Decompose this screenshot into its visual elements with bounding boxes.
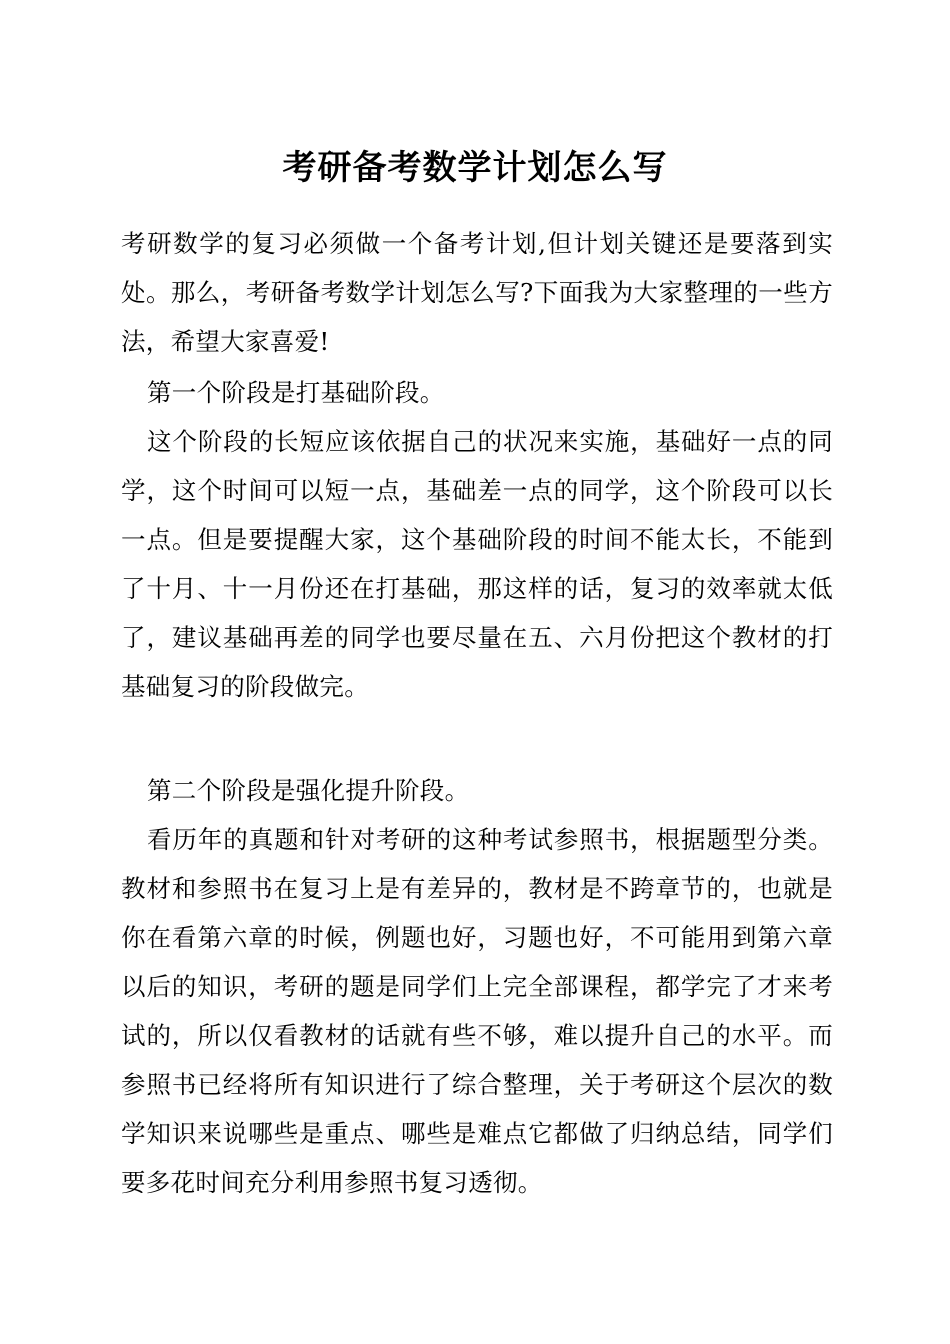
stage-two-heading: 第二个阶段是强化提升阶段。 [147,776,470,805]
stage-two-paragraph: 看历年的真题和针对考研的这种考试参照书，根据题型分类。教材和参照书在复习上是有差异的，教材是不跨章节的，也就是你在看第六章的时候，例题也好，习题也好，不可能用到第六章以后的知识，考研的题是同学们上完全部课程，都学完了才来考试的，所以仅看教材的话就有些不够，难以提升自己的水平。而参照书已经将所有知识进行了综合整理，关于考研这个层次的数学知识来说哪些是重点、哪些是难点它都做了归纳总结，同学们要多花时间充分利用参照书复习透彻。 [121,825,833,1197]
document-title: 考研备考数学计划怎么写 [282,148,668,188]
stage-one-paragraph: 这个阶段的长短应该依据自己的状况来实施，基础好一点的同学，这个时间可以短一点，基础差一点的同学，这个阶段可以长一点。但是要提醒大家，这个基础阶段的时间不能太长，不能到了十月、十一月份还在打基础，那这样的话，复习的效率就太低了，建议基础再差的同学也要尽量在五、六月份把这个教材的打基础复习的阶段做完。 [121,427,833,701]
intro-paragraph: 考研数学的复习必须做一个备考计划,但计划关键还是要落到实处。那么，考研备考数学计划怎么写?下面我为大家整理的一些方法，希望大家喜爱! [121,229,833,356]
stage-one-heading: 第一个阶段是打基础阶段。 [147,378,445,407]
